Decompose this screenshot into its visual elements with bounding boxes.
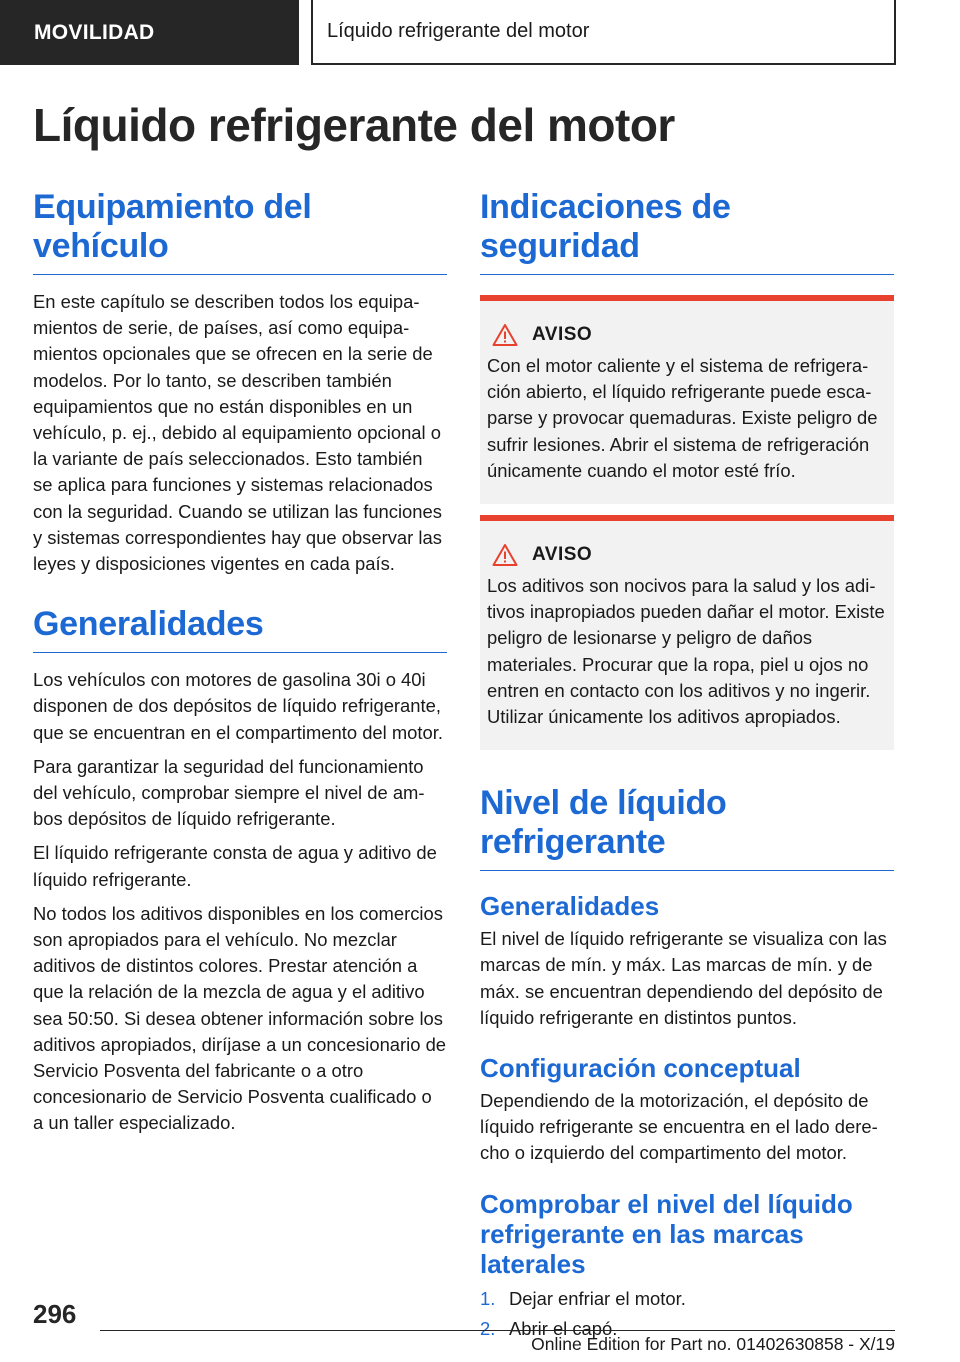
warning-text: Con el motor caliente y el sistema de refrigeración abierto, el líquido refrigerante puede escaparse y provocar quemaduras. Existe peligro de sufrir lesiones. Abrir el sistema de refrigeración únicamente cuando el motor esté frío. — [487, 355, 878, 481]
list-item — [480, 1284, 894, 1314]
level-general-heading: Generalidades — [480, 891, 660, 922]
warning-triangle-icon — [492, 323, 518, 347]
equipment-paragraph: En este capítulo se describen todos los equipamientos de serie, de países, así como equipamientos opcionales que se ofrecen en la serie de modelos. Por lo tanto, se describen también equipamientos que no están disponibles en un vehículo, p. ej., debido al equipamiento opcional o la variante de país seleccionados. Esto también se aplica para funciones y sistemas relacionados con la seguridad. Cuando se utilizan las funciones y sistemas correspondientes hay que observar las leyes y disposiciones vigentes en cada país. — [33, 291, 442, 575]
step-text: Abrir el capó. — [509, 1317, 618, 1339]
warning-text: Los aditivos son nocivos para la salud y los aditivos inapropiados pueden dañar el motor. Existe peligro de lesionarse y peligro de daños materiales. Procurar que la ropa, piel u ojos no entren en contacto con los aditivos y no ingerir. Utilizar únicamente los aditivos apropiados. — [487, 575, 885, 728]
general-paragraph-1: Los vehículos con motores de gasolina 30i o 40i disponen de dos depósitos de líquido refrigerante, que se encuentran en el compartimento del motor. — [33, 669, 443, 743]
footer-divider — [100, 1330, 895, 1331]
page-title: Líquido refrigerante del motor — [33, 99, 675, 151]
general-paragraph-2: Para garantizar la seguridad del funcionamiento del vehículo, comprobar siempre el nivel de ambos depósitos de líquido refrigerante. — [33, 755, 425, 830]
safety-heading: Indicaciones de seguridad — [480, 188, 894, 275]
general-paragraph-3: El líquido refrigerante consta de agua y aditivo de líquido refrigerante. — [33, 842, 437, 890]
warning-triangle-icon — [492, 543, 518, 567]
general-heading: Generalidades — [33, 605, 447, 653]
step-number: 2. — [480, 1317, 496, 1339]
page-number: 296 — [33, 1299, 77, 1329]
coolant-level-heading: Nivel de líquido refrigerante — [480, 784, 894, 871]
step-number: 1. — [480, 1287, 496, 1309]
concept-heading: Configuración conceptual — [480, 1053, 801, 1084]
warning-box-2 — [480, 515, 894, 750]
step-text: Dejar enfriar el motor. — [509, 1287, 686, 1309]
warning-label: AVISO — [532, 544, 593, 566]
chapter-tab: Líquido refrigerante del motor — [311, 0, 896, 65]
warning-box-1 — [480, 295, 894, 504]
right-column — [480, 188, 894, 1344]
check-level-heading: Comprobar el nivel del líquido refrigerante en las marcas laterales — [480, 1188, 853, 1279]
level-general-paragraph: El nivel de líquido refrigerante se visualiza con las marcas de mín. y máx. Las marcas de mín. y de máx. se encuentran dependiendo del depósito de líquido refrigerante en distintos puntos. — [480, 928, 887, 1028]
warning-label: AVISO — [532, 324, 593, 345]
edition-note: Online Edition for Part no. 01402630858 - X/19 — [531, 1334, 895, 1354]
equipment-heading: Equipamiento del vehículo — [33, 188, 447, 275]
general-paragraph-4: No todos los aditivos disponibles en los comercios son apropiados para el vehículo. No mezclar aditivos de distintos colores. Prestar atención a que la relación de la mezcla de agua y el aditivo sea 50:50. Si desea obtener información sobre los aditivos apropiados, diríjase a un concesionario de Servicio Posventa del fabricante o a otro concesionario de Servicio Posventa cualificado o a un taller especializado. — [33, 902, 447, 1134]
left-column — [33, 188, 447, 1137]
page-header — [0, 0, 960, 65]
concept-paragraph: Dependiendo de la motorización, el depósito de líquido refrigerante se encuentra en el lado derecho o izquierdo del compartimento del motor. — [480, 1090, 878, 1164]
section-tab: MOVILIDAD — [0, 0, 299, 65]
